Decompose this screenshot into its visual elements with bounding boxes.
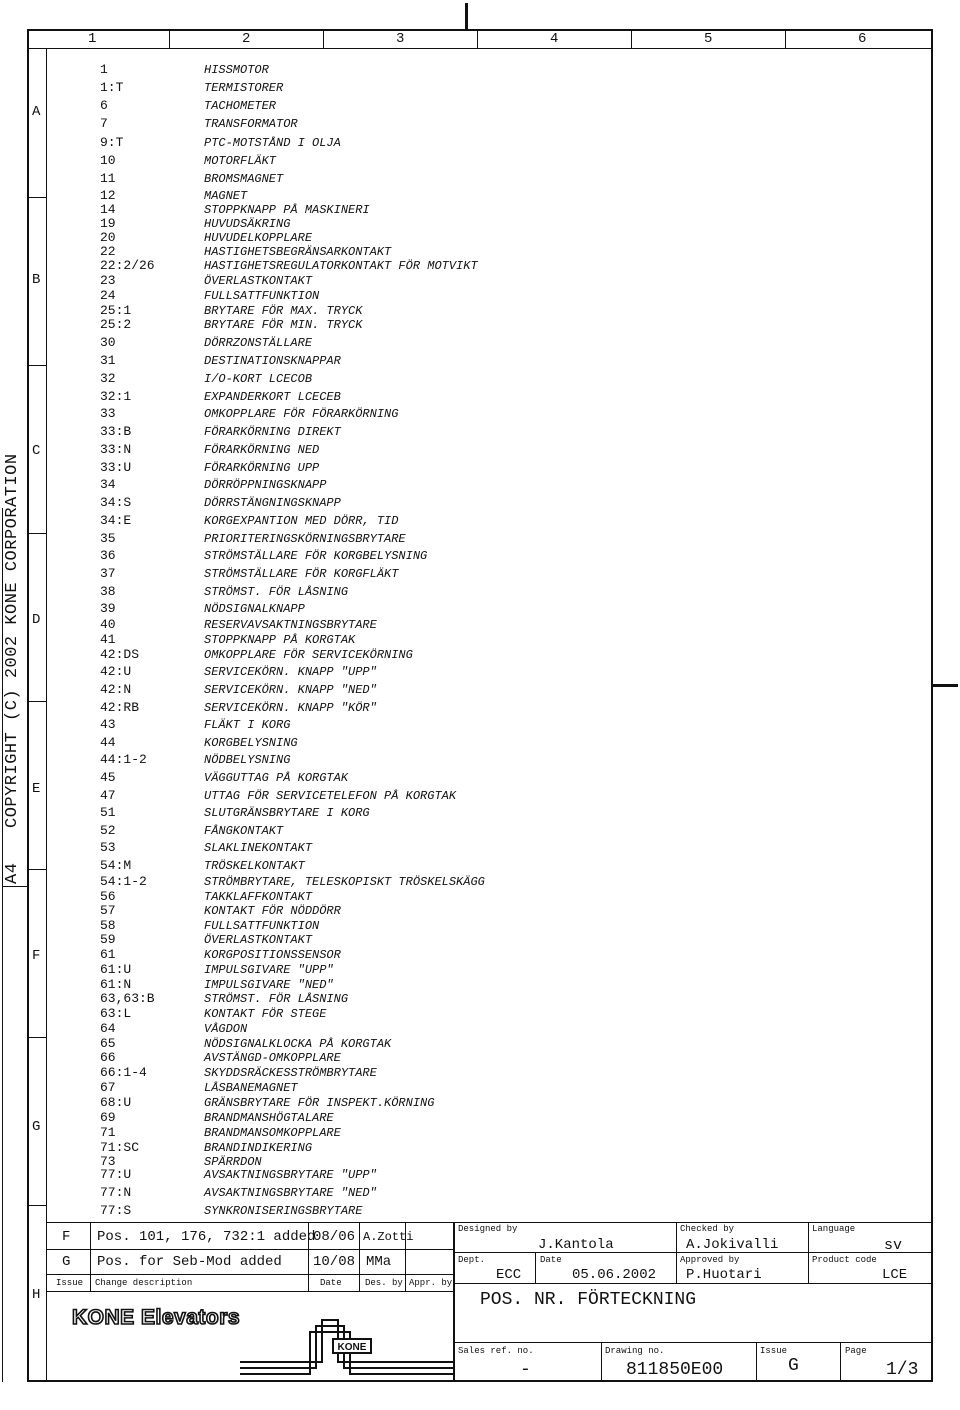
position-code: 43: [100, 717, 116, 732]
row-letter: H: [32, 1287, 41, 1303]
position-description: HUVUDSÄKRING: [204, 217, 291, 231]
row-sep: [27, 1205, 47, 1206]
position-code: 77:S: [100, 1203, 132, 1218]
column-number: 2: [242, 31, 251, 47]
position-description: BRYTARE FÖR MAX. TRYCK: [204, 304, 363, 318]
row-letter: B: [32, 272, 41, 288]
position-description: DÖRRZONSTÄLLARE: [204, 336, 313, 350]
position-description: SERVICEKÖRN. KNAPP "UPP": [204, 665, 377, 679]
position-code: 32: [100, 371, 116, 386]
position-description: BRANDMANSHÖGTALARE: [204, 1111, 334, 1125]
dept-label: Dept.: [458, 1255, 486, 1265]
rev-issue: G: [62, 1254, 71, 1270]
position-code: 58: [100, 918, 116, 933]
column-number: 6: [858, 31, 867, 47]
position-description: DESTINATIONSKNAPPAR: [204, 354, 341, 368]
tb-v6: [840, 1342, 841, 1382]
position-description: STRÖMST. FÖR LÅSNING: [204, 585, 349, 599]
position-code: 30: [100, 335, 116, 350]
position-code: 42:DS: [100, 647, 140, 662]
position-code: 20: [100, 230, 116, 245]
position-description: STOPPKNAPP PÅ MASKINERI: [204, 203, 370, 217]
product-code-value: LCE: [882, 1267, 908, 1283]
side-label-strip: [2, 862, 26, 885]
sales-ref-value: -: [520, 1360, 531, 1380]
position-description: BROMSMAGNET: [204, 172, 284, 186]
position-description: MOTORFLÄKT: [204, 154, 277, 168]
position-description: IMPULSGIVARE "NED": [204, 978, 334, 992]
rev-header-des-by: Des. by: [365, 1278, 403, 1288]
position-description: NÖDSIGNALKNAPP: [204, 602, 305, 616]
row-sep: [27, 701, 47, 702]
rev-line-3: [46, 1291, 454, 1292]
kone-elevators-logo: [72, 1306, 244, 1330]
col-sep: [477, 29, 478, 49]
frame-top-inner: [27, 48, 933, 49]
position-description: RESERVAVSAKTNINGSBRYTARE: [204, 618, 377, 632]
approved-by-label: Approved by: [680, 1255, 740, 1265]
col-sep: [323, 29, 324, 49]
position-code: 73: [100, 1154, 116, 1169]
position-code: 1: [100, 62, 108, 77]
position-code: 47: [100, 788, 116, 803]
designed-by-label: Designed by: [458, 1224, 518, 1234]
checked-by-label: Checked by: [680, 1224, 735, 1234]
position-description: KONTAKT FÖR STEGE: [204, 1007, 327, 1021]
position-description: MAGNET: [204, 189, 248, 203]
frame-bottom: [27, 1380, 933, 1382]
checked-by-value: A.Jokivalli: [686, 1237, 779, 1253]
position-description: AVSTÄNGD-OMKOPPLARE: [204, 1051, 341, 1065]
tb-h3: [454, 1342, 931, 1343]
col-sep: [169, 29, 170, 49]
position-description: AVSAKTNINGSBRYTARE "NED": [204, 1186, 377, 1200]
rev-top: [46, 1222, 931, 1223]
position-description: TRANSFORMATOR: [204, 117, 298, 131]
position-description: STOPPKNAPP PÅ KORGTAK: [204, 633, 356, 647]
row-letter: D: [32, 612, 41, 628]
page-value: 1/3: [886, 1360, 919, 1380]
position-code: 51: [100, 805, 116, 820]
position-code: 66: [100, 1050, 116, 1065]
position-code: 52: [100, 823, 116, 838]
position-code: 57: [100, 903, 116, 918]
rev-date: 08/06: [313, 1229, 356, 1245]
sales-ref-label: Sales ref. no.: [458, 1346, 534, 1356]
position-description: GRÄNSBRYTARE FÖR INSPEKT.KÖRNING: [204, 1096, 435, 1110]
position-description: DÖRRSTÄNGNINGSKNAPP: [204, 496, 341, 510]
position-description: KORGEXPANTION MED DÖRR, TID: [204, 514, 399, 528]
position-code: 65: [100, 1036, 116, 1051]
tb-v1: [535, 1252, 536, 1283]
position-description: HASTIGHETSBEGRÄNSARKONTAKT: [204, 245, 392, 259]
position-code: 7: [100, 116, 108, 131]
position-description: PTC-MOTSTÅND I OLJA: [204, 136, 341, 150]
position-description: SKYDDSRÄCKESSTRÖMBRYTARE: [204, 1066, 377, 1080]
position-code: 32:1: [100, 389, 132, 404]
tb-v2: [676, 1222, 677, 1283]
column-number: 1: [88, 31, 97, 47]
position-code: 34:E: [100, 513, 132, 528]
position-description: STRÖMBRYTARE, TELESKOPISKT TRÖSKELSKÄGG: [204, 875, 485, 889]
position-code: 36: [100, 548, 116, 563]
position-code: 35: [100, 531, 116, 546]
language-value: sv: [884, 1237, 903, 1254]
position-code: 61: [100, 947, 116, 962]
position-description: OMKOPPLARE FÖR FÖRARKÖRNING: [204, 407, 399, 421]
rev-col-1: [90, 1222, 91, 1292]
position-code: 45: [100, 770, 116, 785]
position-description: STRÖMSTÄLLARE FÖR KORGFLÄKT: [204, 567, 399, 581]
drawing-no-value: 811850E00: [626, 1360, 724, 1380]
position-description: FÅNGKONTAKT: [204, 824, 284, 838]
tb-v3: [808, 1222, 809, 1283]
position-code: 23: [100, 273, 116, 288]
position-description: FÖRARKÖRNING NED: [204, 443, 320, 457]
position-code: 69: [100, 1110, 116, 1125]
position-description: FLÄKT I KORG: [204, 718, 291, 732]
position-description: TACHOMETER: [204, 99, 277, 113]
frame-left: [27, 29, 29, 1382]
position-description: UTTAG FÖR SERVICETELEFON PÅ KORGTAK: [204, 789, 457, 803]
kone-elevators-logo-text: KONE Elevators: [72, 1306, 241, 1329]
position-code: 54:1-2: [100, 874, 147, 889]
position-code: 63,63:B: [100, 991, 155, 1006]
position-description: KONTAKT FÖR NÖDDÖRR: [204, 904, 341, 918]
position-description: OMKOPPLARE FÖR SERVICEKÖRNING: [204, 648, 413, 662]
position-description: I/O-KORT LCECOB: [204, 372, 313, 386]
position-code: 25:2: [100, 317, 132, 332]
position-code: 10: [100, 153, 116, 168]
column-number: 3: [396, 31, 405, 47]
row-letter: F: [32, 948, 41, 964]
product-code-label: Product code: [812, 1255, 877, 1265]
position-description: NÖDBELYSNING: [204, 753, 291, 767]
position-code: 33: [100, 406, 116, 421]
position-description: FÖRARKÖRNING UPP: [204, 461, 320, 475]
rev-col-3: [359, 1222, 360, 1292]
position-code: 39: [100, 601, 116, 616]
position-description: FULLSATTFUNKTION: [204, 919, 320, 933]
tb-v4: [601, 1342, 602, 1382]
position-code: 44:1-2: [100, 752, 147, 767]
position-code: 34:S: [100, 495, 132, 510]
position-description: ÖVERLASTKONTAKT: [204, 274, 313, 288]
row-letter: A: [32, 104, 41, 120]
row-sep: [27, 365, 47, 366]
frame-left-inner: [46, 48, 47, 1382]
rev-description: Pos. for Seb-Mod added: [97, 1254, 282, 1270]
position-description: VÄGGUTTAG PÅ KORGTAK: [204, 771, 349, 785]
position-code: 64: [100, 1021, 116, 1036]
position-code: 68:U: [100, 1095, 132, 1110]
position-code: 61:U: [100, 962, 132, 977]
tb-v5: [756, 1342, 757, 1382]
rev-issue: F: [62, 1229, 71, 1245]
position-description: BRANDINDIKERING: [204, 1141, 313, 1155]
copyright-text: COPYRIGHT (C) 2002 KONE CORPORATION: [3, 453, 22, 828]
position-description: SPÄRRDON: [204, 1155, 262, 1169]
position-code: 11: [100, 171, 116, 186]
position-description: NÖDSIGNALKLOCKA PÅ KORGTAK: [204, 1037, 392, 1051]
position-description: TAKKLAFFKONTAKT: [204, 890, 313, 904]
copyright-strip: [2, 453, 26, 829]
date-label: Date: [540, 1255, 562, 1265]
issue-value: G: [788, 1356, 799, 1376]
position-description: SYNKRONISERINGSBRYTARE: [204, 1204, 363, 1218]
side-strip-line-2: [2, 886, 27, 887]
position-code: 33:B: [100, 424, 132, 439]
dept-value: ECC: [496, 1267, 522, 1283]
approved-by-value: P.Huotari: [686, 1267, 762, 1283]
rev-line-1: [46, 1249, 454, 1250]
rev-date: 10/08: [313, 1254, 356, 1270]
position-description: STRÖMST. FÖR LÅSNING: [204, 992, 349, 1006]
kone-stamp-text: KONE: [337, 1342, 367, 1353]
col-sep: [631, 29, 632, 49]
rev-header-description: Change description: [95, 1278, 193, 1288]
position-description: PRIORITERINGSKÖRNINGSBRYTARE: [204, 532, 406, 546]
position-description: BRYTARE FÖR MIN. TRYCK: [204, 318, 363, 332]
frame-right: [931, 29, 933, 1382]
rev-header-appr-by: Appr. by: [409, 1278, 453, 1288]
position-code: 1:T: [100, 80, 124, 95]
tb-h2: [454, 1283, 931, 1284]
rev-line-2: [46, 1274, 454, 1275]
position-description: EXPANDERKORT LCECEB: [204, 390, 341, 404]
rev-header-date: Date: [320, 1278, 342, 1288]
position-code: 12: [100, 188, 116, 203]
position-description: TERMISTORER: [204, 81, 284, 95]
position-code: 14: [100, 202, 116, 217]
position-description: HASTIGHETSREGULATORKONTAKT FÖR MOTVIKT: [204, 259, 478, 273]
row-sep: [27, 197, 47, 198]
position-description: SLAKLINEKONTAKT: [204, 841, 313, 855]
drawing-title: POS. NR. FÖRTECKNING: [480, 1290, 697, 1310]
position-code: 53: [100, 840, 116, 855]
position-description: VÅGDON: [204, 1022, 248, 1036]
rev-header-issue: Issue: [56, 1278, 84, 1288]
sheet-size-label: A4: [3, 862, 22, 884]
frame-top: [27, 29, 933, 31]
position-description: HISSMOTOR: [204, 63, 269, 77]
position-code: 42:N: [100, 682, 132, 697]
position-code: 63:L: [100, 1006, 132, 1021]
position-description: TRÖSKELKONTAKT: [204, 859, 305, 873]
position-code: 42:U: [100, 664, 132, 679]
page-label: Page: [845, 1346, 867, 1356]
language-label: Language: [812, 1224, 856, 1234]
position-code: 37: [100, 566, 116, 581]
position-code: 9:T: [100, 135, 124, 150]
drawing-no-label: Drawing no.: [605, 1346, 665, 1356]
position-code: 77:N: [100, 1185, 132, 1200]
position-code: 33:N: [100, 442, 132, 457]
issue-label: Issue: [760, 1346, 788, 1356]
rev-des-by: MMa: [366, 1254, 392, 1270]
position-code: 77:U: [100, 1167, 132, 1182]
position-code: 33:U: [100, 460, 132, 475]
col-sep: [785, 29, 786, 49]
position-description: SERVICEKÖRN. KNAPP "KÖR": [204, 701, 377, 715]
position-description: IMPULSGIVARE "UPP": [204, 963, 334, 977]
position-code: 59: [100, 932, 116, 947]
position-code: 31: [100, 353, 116, 368]
position-description: FÖRARKÖRNING DIREKT: [204, 425, 341, 439]
position-code: 56: [100, 889, 116, 904]
position-description: FULLSATTFUNKTION: [204, 289, 320, 303]
position-code: 40: [100, 617, 116, 632]
center-mark-right: [932, 684, 958, 687]
row-sep: [27, 869, 47, 870]
position-code: 22: [100, 244, 116, 259]
position-description: SERVICEKÖRN. KNAPP "NED": [204, 683, 377, 697]
position-code: 44: [100, 735, 116, 750]
position-description: DÖRRÖPPNINGSKNAPP: [204, 478, 327, 492]
position-description: STRÖMSTÄLLARE FÖR KORGBELYSNING: [204, 549, 428, 563]
position-code: 38: [100, 584, 116, 599]
position-code: 54:M: [100, 858, 132, 873]
position-code: 19: [100, 216, 116, 231]
column-number: 5: [704, 31, 713, 47]
row-sep: [27, 1037, 47, 1038]
kone-stamp-logo: [240, 1318, 454, 1380]
position-code: 22:2/26: [100, 258, 155, 273]
position-code: 71:SC: [100, 1140, 140, 1155]
position-code: 66:1-4: [100, 1065, 147, 1080]
position-description: HUVUDELKOPPLARE: [204, 231, 313, 245]
position-description: AVSAKTNINGSBRYTARE "UPP": [204, 1168, 377, 1182]
position-code: 25:1: [100, 303, 132, 318]
designed-by-value: J.Kantola: [538, 1237, 614, 1253]
position-description: SLUTGRÄNSBRYTARE I KORG: [204, 806, 370, 820]
row-letter: C: [32, 443, 41, 459]
position-code: 42:RB: [100, 700, 140, 715]
position-code: 24: [100, 288, 116, 303]
position-description: KORGPOSITIONSSENSOR: [204, 948, 341, 962]
row-letter: G: [32, 1119, 41, 1135]
row-letter: E: [32, 781, 41, 797]
position-code: 67: [100, 1080, 116, 1095]
position-description: LÅSBANEMAGNET: [204, 1081, 298, 1095]
position-description: KORGBELYSNING: [204, 736, 298, 750]
position-description: BRANDMANSOMKOPPLARE: [204, 1126, 341, 1140]
position-code: 71: [100, 1125, 116, 1140]
rev-des-by: A.Zotti: [363, 1230, 414, 1244]
position-code: 61:N: [100, 977, 132, 992]
position-code: 6: [100, 98, 108, 113]
column-number: 4: [550, 31, 559, 47]
position-code: 34: [100, 477, 116, 492]
rev-description: Pos. 101, 176, 732:1 added: [97, 1229, 316, 1245]
position-description: ÖVERLASTKONTAKT: [204, 933, 313, 947]
position-code: 41: [100, 632, 116, 647]
row-sep: [27, 533, 47, 534]
center-mark-top: [465, 3, 468, 30]
date-value: 05.06.2002: [572, 1267, 657, 1283]
